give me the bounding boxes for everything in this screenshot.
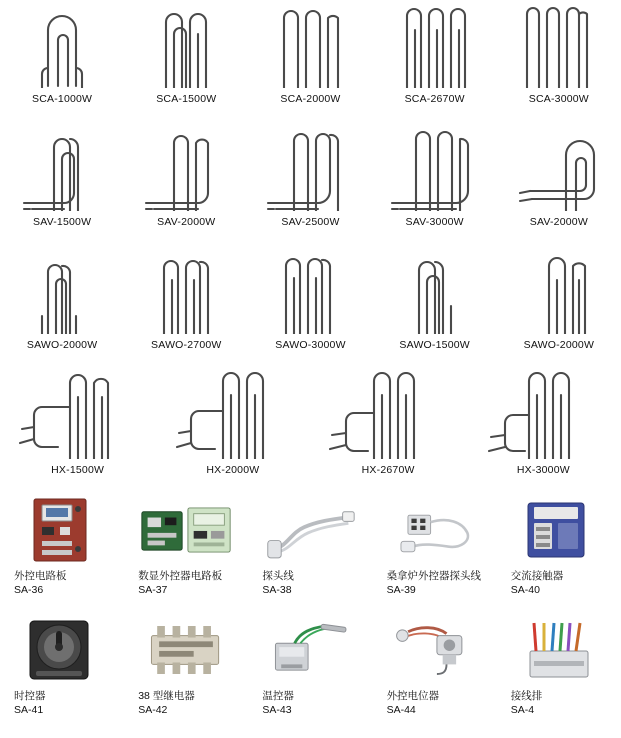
product-cell-sav-2000-b[interactable] (497, 123, 621, 228)
heater-row-sca (0, 0, 621, 105)
accessory-cell-sa-38[interactable] (248, 496, 372, 596)
heater-element-icon (7, 123, 117, 211)
accessory-grid (0, 496, 621, 722)
accessory-code: SA-44 (386, 704, 416, 716)
heater-element-icon (380, 246, 490, 334)
product-cell-sav-3000[interactable] (373, 123, 497, 228)
terminal-block-icon (511, 616, 607, 684)
timer-icon (14, 616, 110, 684)
product-cell-sca-3000[interactable] (497, 0, 621, 105)
control-board-icon (14, 496, 110, 564)
product-cell-sca-2670[interactable] (373, 0, 497, 105)
product-label: SAV-2000W (157, 216, 216, 228)
accessory-code: SA-41 (14, 704, 44, 716)
product-label: SCA-3000W (528, 93, 589, 105)
heater-element-icon (380, 0, 490, 88)
product-label: SCA-1000W (32, 93, 93, 105)
heater-element-icon (380, 123, 490, 211)
heater-row-sawo (0, 246, 621, 351)
product-label: SAWO-1500W (399, 339, 470, 351)
product-label: SAV-1500W (32, 216, 92, 228)
accessory-cell-sa-42[interactable] (124, 616, 248, 716)
heater-element-icon (255, 0, 365, 88)
accessory-row-1 (0, 496, 621, 596)
product-cell-hx-2000[interactable] (155, 367, 310, 476)
accessory-code: SA-40 (510, 584, 540, 596)
heater-element-icon (163, 367, 303, 459)
thermostat-icon (262, 616, 358, 684)
accessory-name: 接线排 (510, 690, 543, 702)
accessory-name: 时控器 (14, 690, 46, 702)
product-label: HX-1500W (51, 464, 105, 476)
accessory-name: 探头线 (262, 570, 294, 582)
product-cell-sav-2000[interactable] (124, 123, 248, 228)
heater-element-icon (255, 123, 365, 211)
accessory-name: 温控器 (262, 690, 294, 702)
heater-element-icon (504, 123, 614, 211)
heater-element-icon (131, 123, 241, 211)
accessory-code: SA-42 (138, 704, 168, 716)
accessory-cell-sa-36[interactable] (0, 496, 124, 596)
accessory-cell-sa-4[interactable] (497, 616, 621, 716)
product-cell-sav-2500[interactable] (248, 123, 372, 228)
product-label: SAV-3000W (405, 216, 464, 228)
accessory-name: 外控电路板 (14, 570, 67, 582)
accessory-name: 数显外控器电路板 (138, 570, 223, 582)
product-cell-hx-2670[interactable] (311, 367, 466, 476)
product-label: HX-2000W (206, 464, 260, 476)
accessory-name: 38 型继电器 (138, 690, 195, 702)
heater-element-icon (473, 367, 613, 459)
product-label: SAV-2000W (529, 216, 588, 228)
heater-element-icon (504, 0, 614, 88)
heater-element-icon (7, 0, 117, 88)
digital-board-icon (138, 496, 234, 564)
heater-element-icon (131, 0, 241, 88)
sauna-probe-cable-icon (387, 496, 483, 564)
accessory-cell-sa-37[interactable] (124, 496, 248, 596)
product-label: SAWO-2000W (26, 339, 98, 351)
product-label: SCA-1500W (156, 93, 217, 105)
accessory-name: 交流接触器 (510, 570, 564, 582)
relay-38-icon (138, 616, 234, 684)
product-cell-sawo-3000[interactable] (248, 246, 372, 351)
accessory-code: SA-37 (138, 584, 168, 596)
heater-row-hx (0, 367, 621, 476)
accessory-cell-sa-40[interactable] (497, 496, 621, 596)
product-label: SAWO-3000W (275, 339, 346, 351)
accessory-row-2 (0, 616, 621, 716)
heater-element-icon (7, 246, 117, 334)
accessory-cell-sa-43[interactable] (248, 616, 372, 716)
product-cell-sawo-2000-b[interactable] (497, 246, 621, 351)
accessory-name: 外控电位器 (386, 690, 440, 702)
heater-element-icon (504, 246, 614, 334)
accessory-name: 桑拿炉外控器探头线 (386, 570, 482, 582)
accessory-code: SA-39 (386, 584, 416, 596)
product-cell-sav-1500[interactable] (0, 123, 124, 228)
heater-element-icon (255, 246, 365, 334)
probe-cable-icon (262, 496, 358, 564)
accessory-code: SA-4 (510, 704, 535, 716)
accessory-code: SA-38 (262, 584, 292, 596)
ac-contactor-icon (511, 496, 607, 564)
accessory-cell-sa-39[interactable] (373, 496, 497, 596)
product-cell-sawo-2000[interactable] (0, 246, 124, 351)
product-cell-hx-1500[interactable] (0, 367, 155, 476)
accessory-code: SA-43 (262, 704, 292, 716)
heater-element-icon (131, 246, 241, 334)
product-label: SAWO-2000W (523, 339, 595, 351)
heater-row-sav (0, 123, 621, 228)
product-cell-sawo-2700[interactable] (124, 246, 248, 351)
product-cell-sawo-1500[interactable] (373, 246, 497, 351)
accessory-cell-sa-41[interactable] (0, 616, 124, 716)
product-label: HX-2670W (361, 464, 415, 476)
product-label: SCA-2000W (280, 93, 341, 105)
product-label: SAV-2500W (281, 216, 340, 228)
heater-element-icon (8, 367, 148, 459)
product-label: SCA-2670W (404, 93, 465, 105)
accessory-code: SA-36 (14, 584, 44, 596)
accessory-cell-sa-44[interactable] (373, 616, 497, 716)
product-cell-sca-1500[interactable] (124, 0, 248, 105)
potentiometer-icon (387, 616, 483, 684)
product-cell-hx-3000[interactable] (466, 367, 621, 476)
product-label: SAWO-2700W (151, 339, 222, 351)
product-cell-sca-1000[interactable] (0, 0, 124, 105)
product-label: HX-3000W (516, 464, 570, 476)
heater-element-icon (318, 367, 458, 459)
product-cell-sca-2000[interactable] (248, 0, 372, 105)
